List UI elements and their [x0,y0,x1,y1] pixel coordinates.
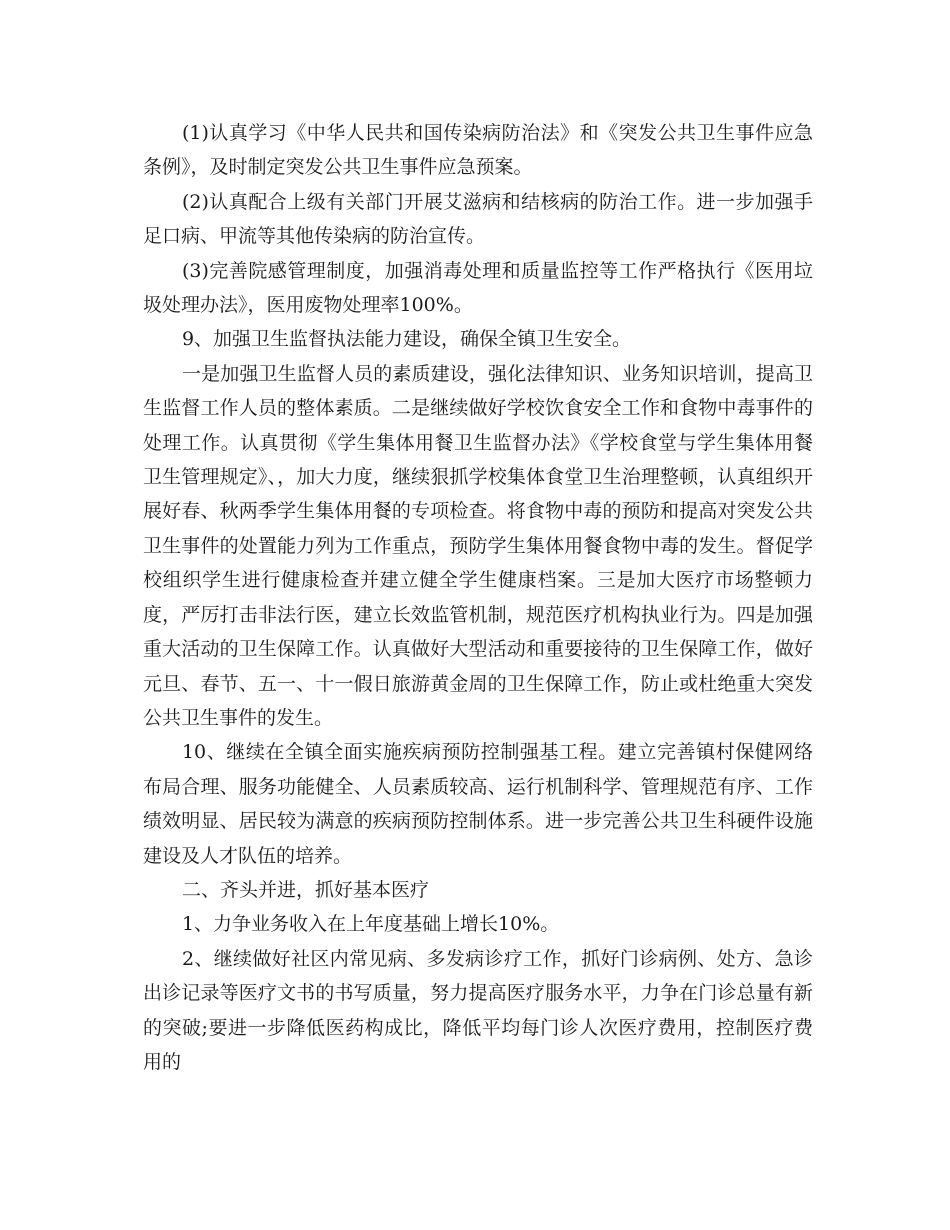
paragraph-aids-tb: (2)认真配合上级有关部门开展艾滋病和结核病的防治工作。进一步加强手足口病、甲流等其他传染病的防治宣传。 [143,190,813,248]
paragraph-health-supervision: 一是加强卫生监督人员的素质建设，强化法律知识、业务知识培训，提高卫生监督工作人员的整体素质。二是继续做好学校饮食安全工作和食物中毒事件的处理工作。认真贯彻《学生集体用餐卫生监督办法》《学校食堂与学生集体用餐卫生管理规定》、，加大力度，继续狠抓学校集体食堂卫生治理整顿，认真组织开展好春、秋两季学生集体用餐的专项检查。将食物中毒的预防和提高对突发公共卫生事件的处置能力列为工作重点，预防学生集体用餐食物中毒的发生。督促学校组织学生进行健康检查并建立健全学生健康档案。三是加大医疗市场整顿力度，严厉打击非法行医，建立长效监管机制，规范医疗机构执业行为。四是加强重大活动的卫生保障工作。认真做好大型活动和重要接待的卫生保障工作，做好元旦、春节、五一、十一假日旅游黄金周的卫生保障工作，防止或杜绝重大突发公共卫生事件的发生。 [143,362,813,729]
paragraph-revenue-growth: 1、力争业务收入在上年度基础上增长10%。 [181,913,560,936]
section-heading-9: 9、加强卫生监督执法能力建设，确保全镇卫生安全。 [181,328,632,351]
paragraph-hospital-infection: (3)完善院感管理制度，加强消毒处理和质量监控等工作严格执行《医用垃圾处理办法》，医用废物处理率100%。 [143,259,813,317]
paragraph-infectious-law: (1)认真学习《中华人民共和国传染病防治法》和《突发公共卫生事件应急条例》，及时制定突发公共卫生事件应急预案。 [143,122,813,179]
document-body [143,116,813,1079]
section-heading-basic-medical: 二、齐头并进，抓好基本医疗 [181,878,429,901]
paragraph-10-disease-prevention: 10、继续在全镇全面实施疾病预防控制强基工程。建立完善镇村保健网络布局合理、服务功能健全、人员素质较高、运行机制科学、管理规范有序、工作绩效明显、居民较为满意的疾病预防控制体系。进一步完善公共卫生科硬件设施建设及人才队伍的培养。 [143,741,813,867]
paragraph-clinical-work: 2、继续做好社区内常见病、多发病诊疗工作，抓好门诊病例、处方、急诊出诊记录等医疗文书的书写质量，努力提高医疗服务水平，力争在门诊总量有新的突破;要进一步降低医药构成比，降低平均每门诊人次医疗费用，控制医疗费用的 [143,947,813,1073]
